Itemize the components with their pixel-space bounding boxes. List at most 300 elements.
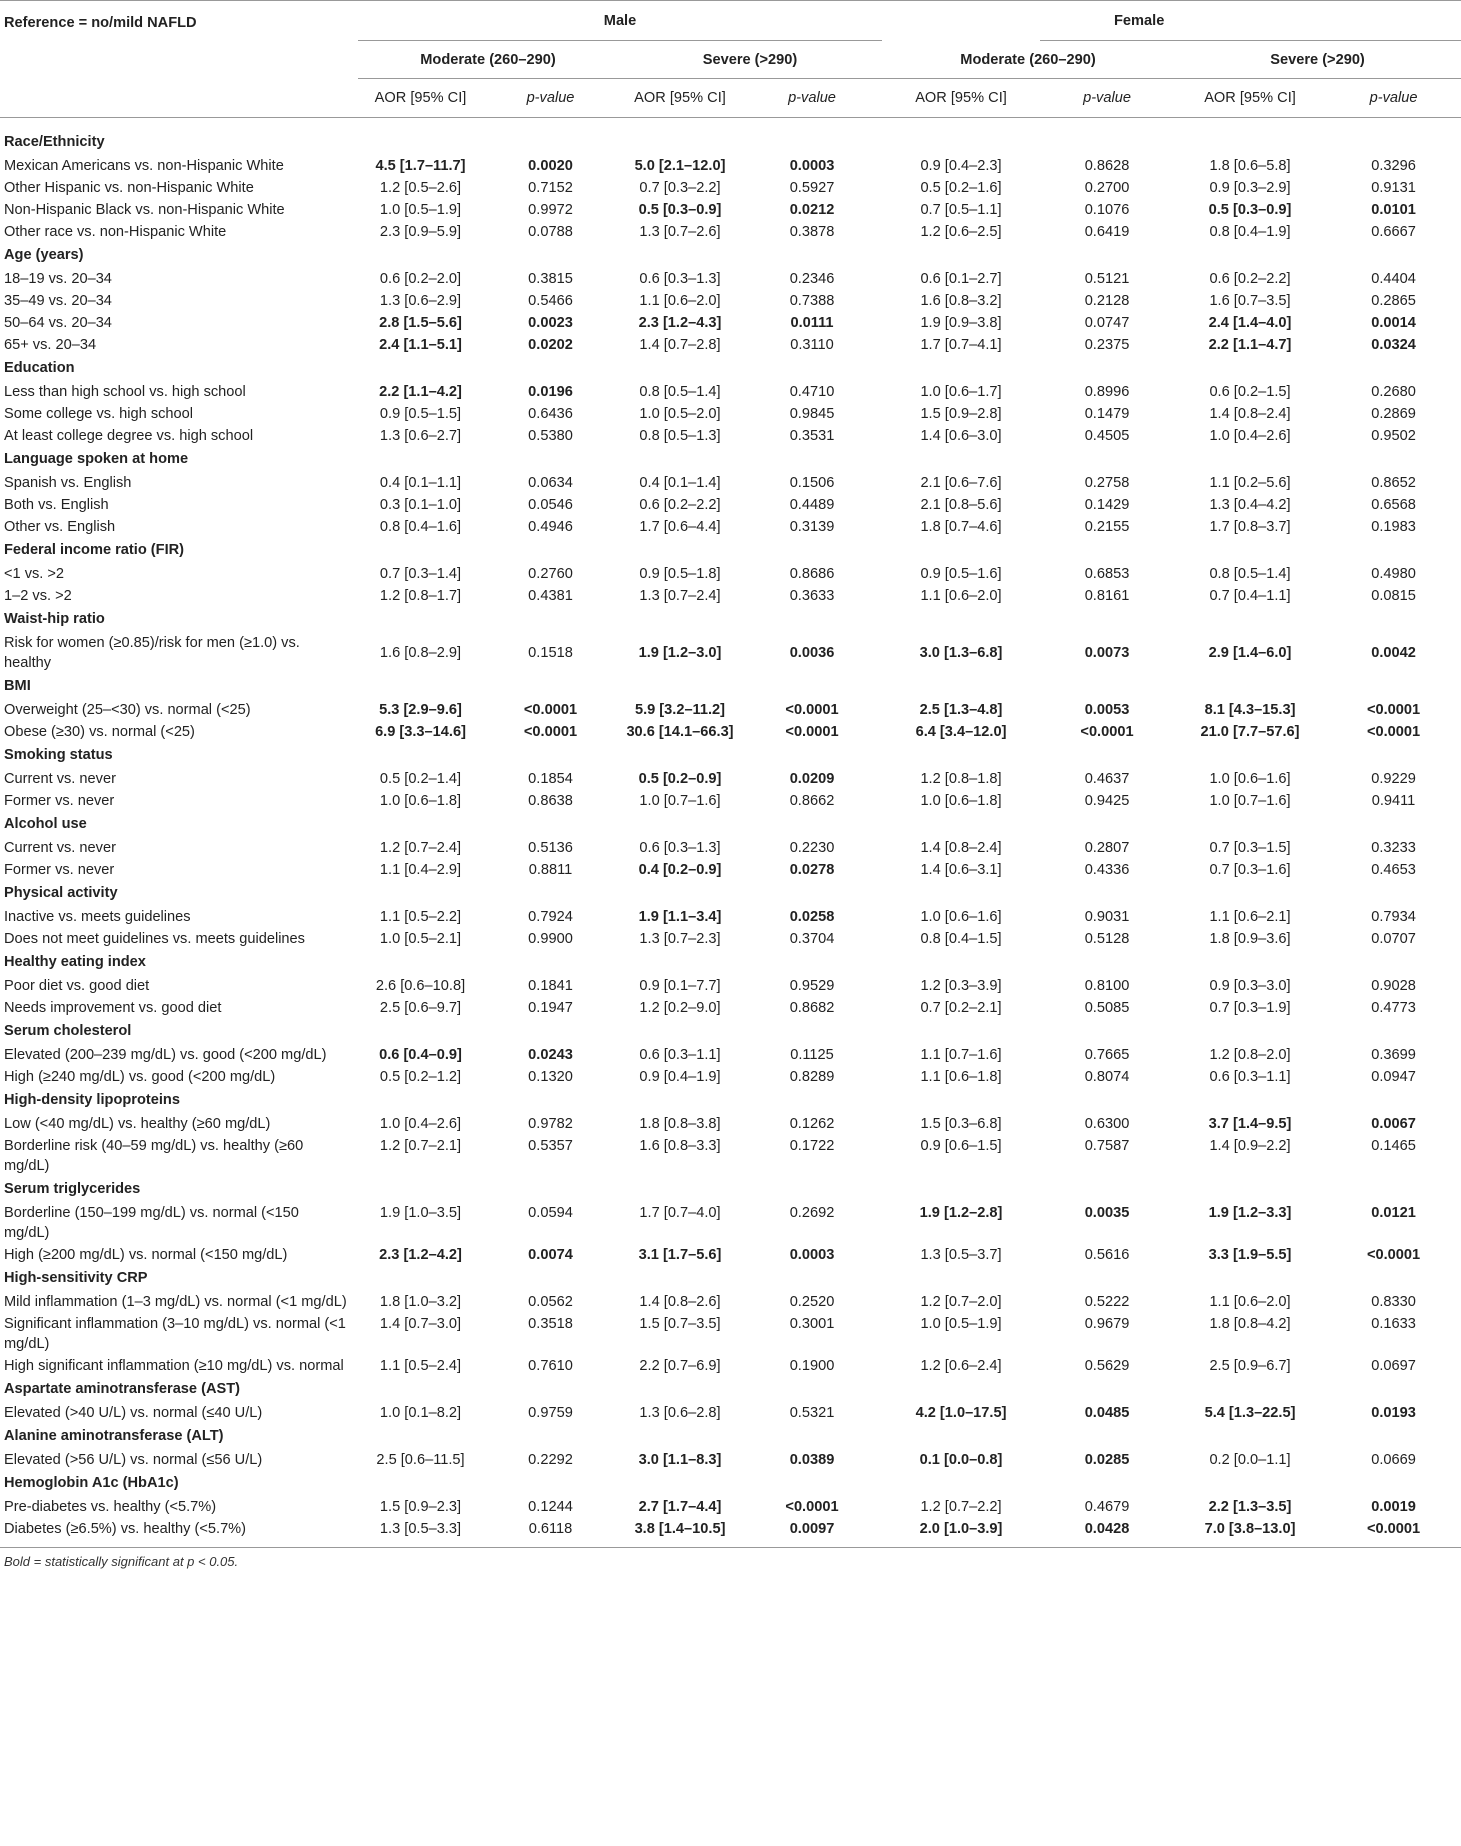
- row-label: Other Hispanic vs. non-Hispanic White: [4, 180, 254, 196]
- category-row: [0, 1088, 1461, 1113]
- pvalue-cell: 0.0067: [1371, 1116, 1416, 1132]
- pvalue-cell: <0.0001: [1366, 1247, 1421, 1263]
- category-row: [0, 1377, 1461, 1402]
- pvalue-cell: 0.9425: [1084, 793, 1130, 809]
- category-heading: Serum triglycerides: [4, 1181, 141, 1197]
- row-label: Pre-diabetes vs. healthy (<5.7%): [4, 1499, 217, 1515]
- pvalue-cell: 0.2375: [1084, 337, 1130, 353]
- pvalue-cell: 0.6568: [1371, 497, 1416, 513]
- female-moderate-header: Moderate (260–290): [882, 41, 1174, 79]
- aor-cell: 1.9 [1.2–3.3]: [1208, 1205, 1292, 1221]
- aor-cell: 2.4 [1.1–5.1]: [379, 337, 462, 353]
- table-row: [0, 425, 1461, 447]
- pvalue-cell: 0.0947: [1371, 1069, 1416, 1085]
- category-row: [0, 1019, 1461, 1044]
- pvalue-cell: 0.5121: [1084, 271, 1130, 287]
- pvalue-cell: 0.2128: [1084, 293, 1130, 309]
- aor-cell: 1.1 [0.6–2.1]: [1209, 909, 1291, 925]
- aor-cell: 1.8 [0.8–4.2]: [1209, 1316, 1291, 1332]
- pvalue-cell: 0.2520: [789, 1294, 835, 1310]
- row-label: At least college degree vs. high school: [4, 428, 254, 444]
- category-heading: Physical activity: [4, 885, 118, 901]
- aor-cell: 0.8 [0.5–1.3]: [639, 428, 721, 444]
- row-label: 65+ vs. 20–34: [4, 337, 97, 353]
- pvalue-cell: 0.0023: [528, 315, 573, 331]
- aor-cell: 3.0 [1.3–6.8]: [919, 645, 1003, 661]
- table-row: [0, 221, 1461, 243]
- table-row: [0, 837, 1461, 859]
- table-row: [0, 563, 1461, 585]
- aor-cell: 0.6 [0.2–2.0]: [379, 271, 462, 287]
- row-label: Former vs. never: [4, 862, 115, 878]
- category-heading: Serum cholesterol: [4, 1023, 132, 1039]
- pvalue-cell: 0.0019: [1371, 1499, 1416, 1515]
- category-heading: Aspartate aminotransferase (AST): [4, 1381, 241, 1397]
- aor-cell: 1.0 [0.6–1.7]: [920, 384, 1002, 400]
- pvalue-cell: 0.7388: [789, 293, 835, 309]
- pvalue-cell: 0.0669: [1371, 1452, 1416, 1468]
- pvalue-cell: 0.4381: [528, 588, 573, 604]
- table-row: [0, 1313, 1461, 1355]
- pvalue-cell: 0.3704: [789, 931, 835, 947]
- table-row: [0, 494, 1461, 516]
- pvalue-cell: 0.1841: [528, 978, 573, 994]
- pvalue-cell: 0.8161: [1084, 588, 1130, 604]
- pvalue-cell: 0.0053: [1084, 702, 1130, 718]
- aor-cell: 0.6 [0.4–0.9]: [379, 1047, 462, 1063]
- pvalue-cell: 0.1465: [1371, 1138, 1416, 1154]
- male-severe-aor-header: AOR [95% CI]: [618, 79, 742, 118]
- aor-cell: 2.1 [0.6–7.6]: [920, 475, 1002, 491]
- table-body: [0, 130, 1461, 1548]
- row-label: Some college vs. high school: [4, 406, 194, 422]
- pvalue-cell: 0.5466: [528, 293, 573, 309]
- pvalue-cell: 0.2346: [789, 271, 835, 287]
- aor-cell: 1.6 [0.8–3.2]: [920, 293, 1002, 309]
- aor-cell: 0.7 [0.3–1.4]: [379, 566, 462, 582]
- pvalue-cell: 0.8330: [1371, 1294, 1416, 1310]
- table-row: [0, 997, 1461, 1019]
- row-label: Mexican Americans vs. non-Hispanic White: [4, 158, 284, 174]
- pvalue-cell: 0.6118: [483, 1518, 618, 1548]
- pvalue-cell: 0.9529: [789, 978, 835, 994]
- pvalue-cell: 0.1900: [789, 1358, 835, 1374]
- pvalue-cell: 0.7665: [1084, 1047, 1130, 1063]
- pvalue-cell: 0.0562: [528, 1294, 573, 1310]
- pvalue-cell: 0.9411: [1371, 793, 1416, 809]
- table-row: [0, 290, 1461, 312]
- table-row: [0, 1202, 1461, 1244]
- category-heading: Alanine aminotransferase (ALT): [4, 1428, 224, 1444]
- aor-cell: 0.4 [0.1–1.1]: [379, 475, 462, 491]
- pvalue-cell: 0.0697: [1371, 1358, 1416, 1374]
- aor-cell: 1.0 [0.4–2.6]: [1209, 428, 1291, 444]
- category-row: [0, 538, 1461, 563]
- pvalue-cell: <0.0001: [523, 702, 578, 718]
- pvalue-cell: 0.4679: [1084, 1499, 1130, 1515]
- aor-cell: 2.2 [1.3–3.5]: [1208, 1499, 1292, 1515]
- pvalue-cell: 0.1429: [1084, 497, 1130, 513]
- aor-cell: 1.1 [0.4–2.9]: [379, 862, 462, 878]
- aor-cell: 1.7 [0.8–3.7]: [1209, 519, 1291, 535]
- aor-cell: 2.2 [1.1–4.2]: [379, 384, 462, 400]
- aor-cell: 1.3 [0.4–4.2]: [1209, 497, 1291, 513]
- pvalue-cell: 0.7934: [1371, 909, 1416, 925]
- pvalue-cell: 0.0209: [789, 771, 835, 787]
- aor-cell: 4.2 [1.0–17.5]: [915, 1405, 1007, 1421]
- aor-cell: 1.9 [1.0–3.5]: [379, 1205, 462, 1221]
- pvalue-cell: 0.0003: [789, 1247, 835, 1263]
- table-row: [0, 859, 1461, 881]
- pvalue-cell: 0.0428: [1040, 1518, 1174, 1548]
- category-heading: High-density lipoproteins: [4, 1092, 180, 1108]
- aor-cell: 0.8 [0.5–1.4]: [1209, 566, 1291, 582]
- pvalue-cell: 0.4637: [1084, 771, 1130, 787]
- aor-cell: 1.3 [0.6–2.9]: [379, 293, 462, 309]
- pvalue-cell: <0.0001: [1080, 724, 1134, 740]
- aor-cell: 0.5 [0.2–1.2]: [379, 1069, 462, 1085]
- pvalue-cell: 0.0212: [789, 202, 835, 218]
- aor-cell: 2.4 [1.4–4.0]: [1208, 315, 1292, 331]
- pvalue-cell: 0.2865: [1371, 293, 1416, 309]
- pvalue-cell: 0.0101: [1371, 202, 1416, 218]
- row-label: 18–19 vs. 20–34: [4, 271, 112, 287]
- pvalue-cell: 0.2700: [1084, 180, 1130, 196]
- aor-cell: 1.2 [0.6–2.5]: [920, 224, 1002, 240]
- pvalue-cell: 0.0278: [789, 862, 835, 878]
- aor-cell: 1.0 [0.5–1.9]: [379, 202, 462, 218]
- aor-cell: 1.7 [0.6–4.4]: [639, 519, 721, 535]
- aor-cell: 1.3 [0.7–2.3]: [639, 931, 721, 947]
- aor-cell: 5.9 [3.2–11.2]: [634, 702, 726, 718]
- category-row: [0, 1266, 1461, 1291]
- aor-cell: 0.6 [0.3–1.1]: [639, 1047, 721, 1063]
- pvalue-cell: 0.2155: [1084, 519, 1130, 535]
- pvalue-cell: 0.5616: [1084, 1247, 1130, 1263]
- pvalue-cell: 0.0036: [789, 645, 835, 661]
- table-row: [0, 1113, 1461, 1135]
- pvalue-cell: 0.6667: [1371, 224, 1416, 240]
- pvalue-cell: 0.0243: [528, 1047, 573, 1063]
- category-row: [0, 356, 1461, 381]
- category-row: [0, 743, 1461, 768]
- category-heading: Alcohol use: [4, 816, 87, 832]
- pvalue-cell: 0.1518: [528, 645, 573, 661]
- pvalue-cell: 0.3110: [790, 337, 834, 353]
- pvalue-cell: 0.0074: [528, 1247, 573, 1263]
- pvalue-cell: 0.5321: [789, 1405, 835, 1421]
- pvalue-cell: 0.0111: [790, 315, 834, 331]
- aor-cell: 1.3 [0.7–2.4]: [639, 588, 721, 604]
- row-label: 50–64 vs. 20–34: [4, 315, 112, 331]
- category-row: [0, 812, 1461, 837]
- aor-cell: 0.6 [0.2–1.5]: [1209, 384, 1291, 400]
- table-row: [0, 1135, 1461, 1177]
- aor-cell: 1.0 [0.5–1.9]: [920, 1316, 1002, 1332]
- category-row: [0, 1177, 1461, 1202]
- table-row: [0, 975, 1461, 997]
- category-heading: Hemoglobin A1c (HbA1c): [4, 1475, 179, 1491]
- pvalue-cell: 0.3001: [789, 1316, 835, 1332]
- category-row: [0, 1424, 1461, 1449]
- aor-cell: 1.5 [0.9–2.8]: [920, 406, 1002, 422]
- aor-cell: 0.9 [0.1–7.7]: [639, 978, 721, 994]
- row-label: Current vs. never: [4, 840, 116, 856]
- aor-cell: 2.8 [1.5–5.6]: [379, 315, 462, 331]
- table-row: [0, 1291, 1461, 1313]
- pvalue-cell: 0.0389: [789, 1452, 835, 1468]
- pvalue-cell: <0.0001: [785, 1499, 839, 1515]
- aor-cell: 1.3 [0.5–3.3]: [358, 1518, 483, 1548]
- aor-cell: 1.1 [0.7–1.6]: [920, 1047, 1002, 1063]
- category-row: [0, 950, 1461, 975]
- female-severe-pvalue-header: p-value: [1326, 79, 1461, 118]
- aor-cell: 0.2 [0.0–1.1]: [1209, 1452, 1291, 1468]
- category-heading: Waist-hip ratio: [4, 611, 105, 627]
- pvalue-cell: 0.0324: [1371, 337, 1416, 353]
- aor-cell: 1.0 [0.7–1.6]: [1209, 793, 1291, 809]
- pvalue-cell: 0.1983: [1371, 519, 1416, 535]
- aor-cell: 1.8 [0.9–3.6]: [1209, 931, 1291, 947]
- aor-cell: 1.0 [0.5–2.1]: [379, 931, 462, 947]
- pvalue-cell: 0.1244: [528, 1499, 573, 1515]
- aor-cell: 0.9 [0.5–1.8]: [639, 566, 721, 582]
- category-row: [0, 1471, 1461, 1496]
- aor-cell: 1.8 [0.7–4.6]: [920, 519, 1002, 535]
- aor-cell: 3.8 [1.4–10.5]: [618, 1518, 742, 1548]
- aor-cell: 0.9 [0.3–2.9]: [1209, 180, 1291, 196]
- aor-cell: 1.5 [0.3–6.8]: [920, 1116, 1002, 1132]
- pvalue-cell: 0.1479: [1084, 406, 1130, 422]
- aor-cell: 1.1 [0.6–2.0]: [639, 293, 721, 309]
- table-row: [0, 1066, 1461, 1088]
- aor-cell: 0.8 [0.4–1.5]: [920, 931, 1002, 947]
- aor-cell: 0.4 [0.2–0.9]: [638, 862, 722, 878]
- pvalue-cell: 0.9131: [1371, 180, 1416, 196]
- aor-cell: 1.6 [0.8–3.3]: [639, 1138, 721, 1154]
- aor-cell: 0.1 [0.0–0.8]: [919, 1452, 1003, 1468]
- aor-cell: 1.9 [1.1–3.4]: [638, 909, 722, 925]
- aor-cell: 0.6 [0.1–2.7]: [920, 271, 1002, 287]
- table-row: [0, 177, 1461, 199]
- table-row: [0, 1402, 1461, 1424]
- row-label: High (≥200 mg/dL) vs. normal (<150 mg/dL): [4, 1247, 288, 1263]
- aor-cell: 2.3 [0.9–5.9]: [379, 224, 462, 240]
- aor-cell: 0.5 [0.3–0.9]: [638, 202, 722, 218]
- aor-cell: 1.2 [0.6–2.4]: [920, 1358, 1002, 1374]
- table-row: [0, 1355, 1461, 1377]
- male-severe-header: Severe (>290): [618, 41, 882, 79]
- pvalue-cell: 0.8652: [1371, 475, 1416, 491]
- pvalue-cell: 0.0546: [528, 497, 573, 513]
- aor-cell: 30.6 [14.1–66.3]: [626, 724, 734, 740]
- pvalue-cell: 0.8996: [1084, 384, 1130, 400]
- row-label: Risk for women (≥0.85)/risk for men (≥1.0) vs. healthy: [4, 635, 300, 671]
- pvalue-cell: 0.0815: [1371, 588, 1416, 604]
- female-severe-aor-header: AOR [95% CI]: [1174, 79, 1326, 118]
- pvalue-cell: 0.5629: [1084, 1358, 1130, 1374]
- aor-cell: 1.7 [0.7–4.1]: [920, 337, 1002, 353]
- male-moderate-pvalue-header: p-value: [483, 79, 618, 118]
- pvalue-cell: 0.0042: [1371, 645, 1416, 661]
- category-heading: BMI: [4, 678, 31, 694]
- aor-cell: 0.7 [0.3–1.5]: [1209, 840, 1291, 856]
- table-row: [0, 155, 1461, 177]
- row-label: <1 vs. >2: [4, 566, 65, 582]
- aor-cell: 1.0 [0.1–8.2]: [379, 1405, 462, 1421]
- aor-cell: 1.1 [0.6–2.0]: [920, 588, 1002, 604]
- pvalue-cell: 0.3531: [789, 428, 835, 444]
- pvalue-cell: 0.5085: [1084, 1000, 1130, 1016]
- aor-cell: 2.1 [0.8–5.6]: [920, 497, 1002, 513]
- pvalue-cell: 0.9502: [1371, 428, 1416, 444]
- pvalue-cell: 0.0634: [528, 475, 573, 491]
- aor-cell: 0.5 [0.2–1.4]: [379, 771, 462, 787]
- aor-cell: 2.9 [1.4–6.0]: [1208, 645, 1292, 661]
- aor-cell: 1.2 [0.3–3.9]: [920, 978, 1002, 994]
- aor-cell: 0.7 [0.3–1.9]: [1209, 1000, 1291, 1016]
- aor-cell: 1.8 [1.0–3.2]: [379, 1294, 462, 1310]
- pvalue-cell: 0.6300: [1084, 1116, 1130, 1132]
- pvalue-cell: 0.6853: [1084, 566, 1130, 582]
- aor-cell: 2.5 [0.6–11.5]: [376, 1452, 465, 1468]
- table-row: [0, 1496, 1461, 1518]
- row-label: Diabetes (≥6.5%) vs. healthy (<5.7%): [0, 1518, 358, 1548]
- aor-cell: 1.8 [0.6–5.8]: [1209, 158, 1291, 174]
- pvalue-cell: 0.4773: [1371, 1000, 1416, 1016]
- row-label: 35–49 vs. 20–34: [4, 293, 112, 309]
- aor-cell: 0.6 [0.2–2.2]: [639, 497, 721, 513]
- pvalue-cell: 0.1854: [528, 771, 573, 787]
- category-row: [0, 243, 1461, 268]
- pvalue-cell: <0.0001: [1366, 702, 1421, 718]
- row-label: Other vs. English: [4, 519, 116, 535]
- row-label: Obese (≥30) vs. normal (<25): [4, 724, 195, 740]
- row-label: Mild inflammation (1–3 mg/dL) vs. normal (<1 mg/dL): [4, 1294, 347, 1310]
- pvalue-cell: 0.4489: [789, 497, 835, 513]
- aor-cell: 0.9 [0.3–3.0]: [1209, 978, 1291, 994]
- row-label: Does not meet guidelines vs. meets guidelines: [4, 931, 305, 947]
- pvalue-cell: 0.3633: [789, 588, 835, 604]
- aor-cell: 1.5 [0.7–3.5]: [639, 1316, 721, 1332]
- aor-cell: 1.1 [0.5–2.2]: [379, 909, 462, 925]
- pvalue-cell: 0.5128: [1084, 931, 1130, 947]
- aor-cell: 0.5 [0.2–0.9]: [638, 771, 722, 787]
- pvalue-cell: 0.4980: [1371, 566, 1416, 582]
- table-row: [0, 906, 1461, 928]
- aor-cell: 3.7 [1.4–9.5]: [1208, 1116, 1292, 1132]
- pvalue-cell: 0.4653: [1371, 862, 1416, 878]
- row-label: Elevated (>56 U/L) vs. normal (≤56 U/L): [4, 1452, 263, 1468]
- aor-cell: 1.2 [0.2–9.0]: [639, 1000, 721, 1016]
- pvalue-cell: 0.7152: [528, 180, 573, 196]
- aor-cell: 3.3 [1.9–5.5]: [1208, 1247, 1292, 1263]
- aor-cell: 0.8 [0.4–1.9]: [1209, 224, 1291, 240]
- aor-cell: 2.0 [1.0–3.9]: [882, 1518, 1040, 1548]
- pvalue-cell: 0.0193: [1371, 1405, 1416, 1421]
- aor-cell: 5.0 [2.1–12.0]: [634, 158, 726, 174]
- pvalue-cell: 0.1722: [789, 1138, 835, 1154]
- pvalue-cell: 0.9900: [528, 931, 573, 947]
- aor-cell: 1.0 [0.7–1.6]: [639, 793, 721, 809]
- aor-cell: 3.1 [1.7–5.6]: [638, 1247, 722, 1263]
- row-label: High significant inflammation (≥10 mg/dL) vs. normal: [4, 1358, 344, 1374]
- pvalue-cell: 0.0097: [742, 1518, 882, 1548]
- male-group-header: Male: [358, 1, 882, 41]
- category-heading: Federal income ratio (FIR): [4, 542, 185, 558]
- aor-cell: 1.4 [0.6–3.1]: [920, 862, 1002, 878]
- aor-cell: 1.6 [0.7–3.5]: [1209, 293, 1291, 309]
- pvalue-cell: 0.1947: [528, 1000, 573, 1016]
- pvalue-cell: 0.1125: [790, 1047, 834, 1063]
- aor-cell: 1.2 [0.7–2.4]: [379, 840, 462, 856]
- female-moderate-pvalue-header: p-value: [1040, 79, 1174, 118]
- pvalue-cell: 0.0014: [1371, 315, 1416, 331]
- aor-cell: 7.0 [3.8–13.0]: [1174, 1518, 1326, 1548]
- pvalue-cell: 0.3139: [789, 519, 835, 535]
- aor-cell: 0.7 [0.2–2.1]: [920, 1000, 1002, 1016]
- pvalue-cell: 0.5380: [528, 428, 573, 444]
- aor-cell: 0.6 [0.3–1.3]: [639, 271, 721, 287]
- pvalue-cell: 0.2692: [789, 1205, 835, 1221]
- aor-cell: 1.2 [0.8–1.8]: [920, 771, 1002, 787]
- pvalue-cell: 0.0003: [789, 158, 835, 174]
- aor-cell: 1.2 [0.7–2.2]: [920, 1499, 1002, 1515]
- pvalue-cell: 0.6419: [1084, 224, 1130, 240]
- pvalue-cell: 0.7924: [528, 909, 573, 925]
- male-severe-pvalue-header: p-value: [742, 79, 882, 118]
- pvalue-cell: 0.3699: [1371, 1047, 1416, 1063]
- pvalue-cell: 0.6436: [528, 406, 573, 422]
- table-row: [0, 1244, 1461, 1266]
- pvalue-cell: 0.2758: [1084, 475, 1130, 491]
- pvalue-cell: <0.0001: [523, 724, 578, 740]
- female-severe-header: Severe (>290): [1174, 41, 1461, 79]
- pvalue-cell: 0.0285: [1084, 1452, 1130, 1468]
- row-label: Overweight (25–<30) vs. normal (<25): [4, 702, 251, 718]
- aor-cell: 0.7 [0.3–2.2]: [639, 180, 721, 196]
- aor-cell: 1.3 [0.7–2.6]: [639, 224, 721, 240]
- pvalue-cell: 0.2230: [789, 840, 835, 856]
- table-row: [0, 403, 1461, 425]
- table-row: [0, 1518, 1461, 1548]
- pvalue-cell: 0.0202: [528, 337, 573, 353]
- category-row: [0, 881, 1461, 906]
- row-label: Former vs. never: [4, 793, 115, 809]
- aor-cell: 1.0 [0.6–1.8]: [379, 793, 462, 809]
- aor-cell: 2.7 [1.7–4.4]: [638, 1499, 722, 1515]
- aor-cell: 1.8 [0.8–3.8]: [639, 1116, 721, 1132]
- row-label: Poor diet vs. good diet: [4, 978, 150, 994]
- row-label: 1–2 vs. >2: [4, 588, 72, 604]
- aor-cell: 5.4 [1.3–22.5]: [1204, 1405, 1296, 1421]
- aor-cell: 2.3 [1.2–4.3]: [638, 315, 722, 331]
- category-heading: Language spoken at home: [4, 451, 189, 467]
- aor-cell: 1.0 [0.5–2.0]: [639, 406, 721, 422]
- pvalue-cell: 0.3296: [1371, 158, 1416, 174]
- aor-cell: 0.9 [0.5–1.5]: [379, 406, 462, 422]
- row-label: Non-Hispanic Black vs. non-Hispanic White: [4, 202, 285, 218]
- pvalue-cell: 0.5357: [528, 1138, 573, 1154]
- aor-cell: 2.5 [0.6–9.7]: [379, 1000, 462, 1016]
- table-row: [0, 312, 1461, 334]
- pvalue-cell: 0.5136: [528, 840, 573, 856]
- aor-cell: 1.9 [0.9–3.8]: [920, 315, 1002, 331]
- pvalue-cell: 0.3878: [789, 224, 835, 240]
- aor-cell: 0.8 [0.5–1.4]: [639, 384, 721, 400]
- row-label: High (≥240 mg/dL) vs. good (<200 mg/dL): [4, 1069, 276, 1085]
- row-label: Other race vs. non-Hispanic White: [4, 224, 227, 240]
